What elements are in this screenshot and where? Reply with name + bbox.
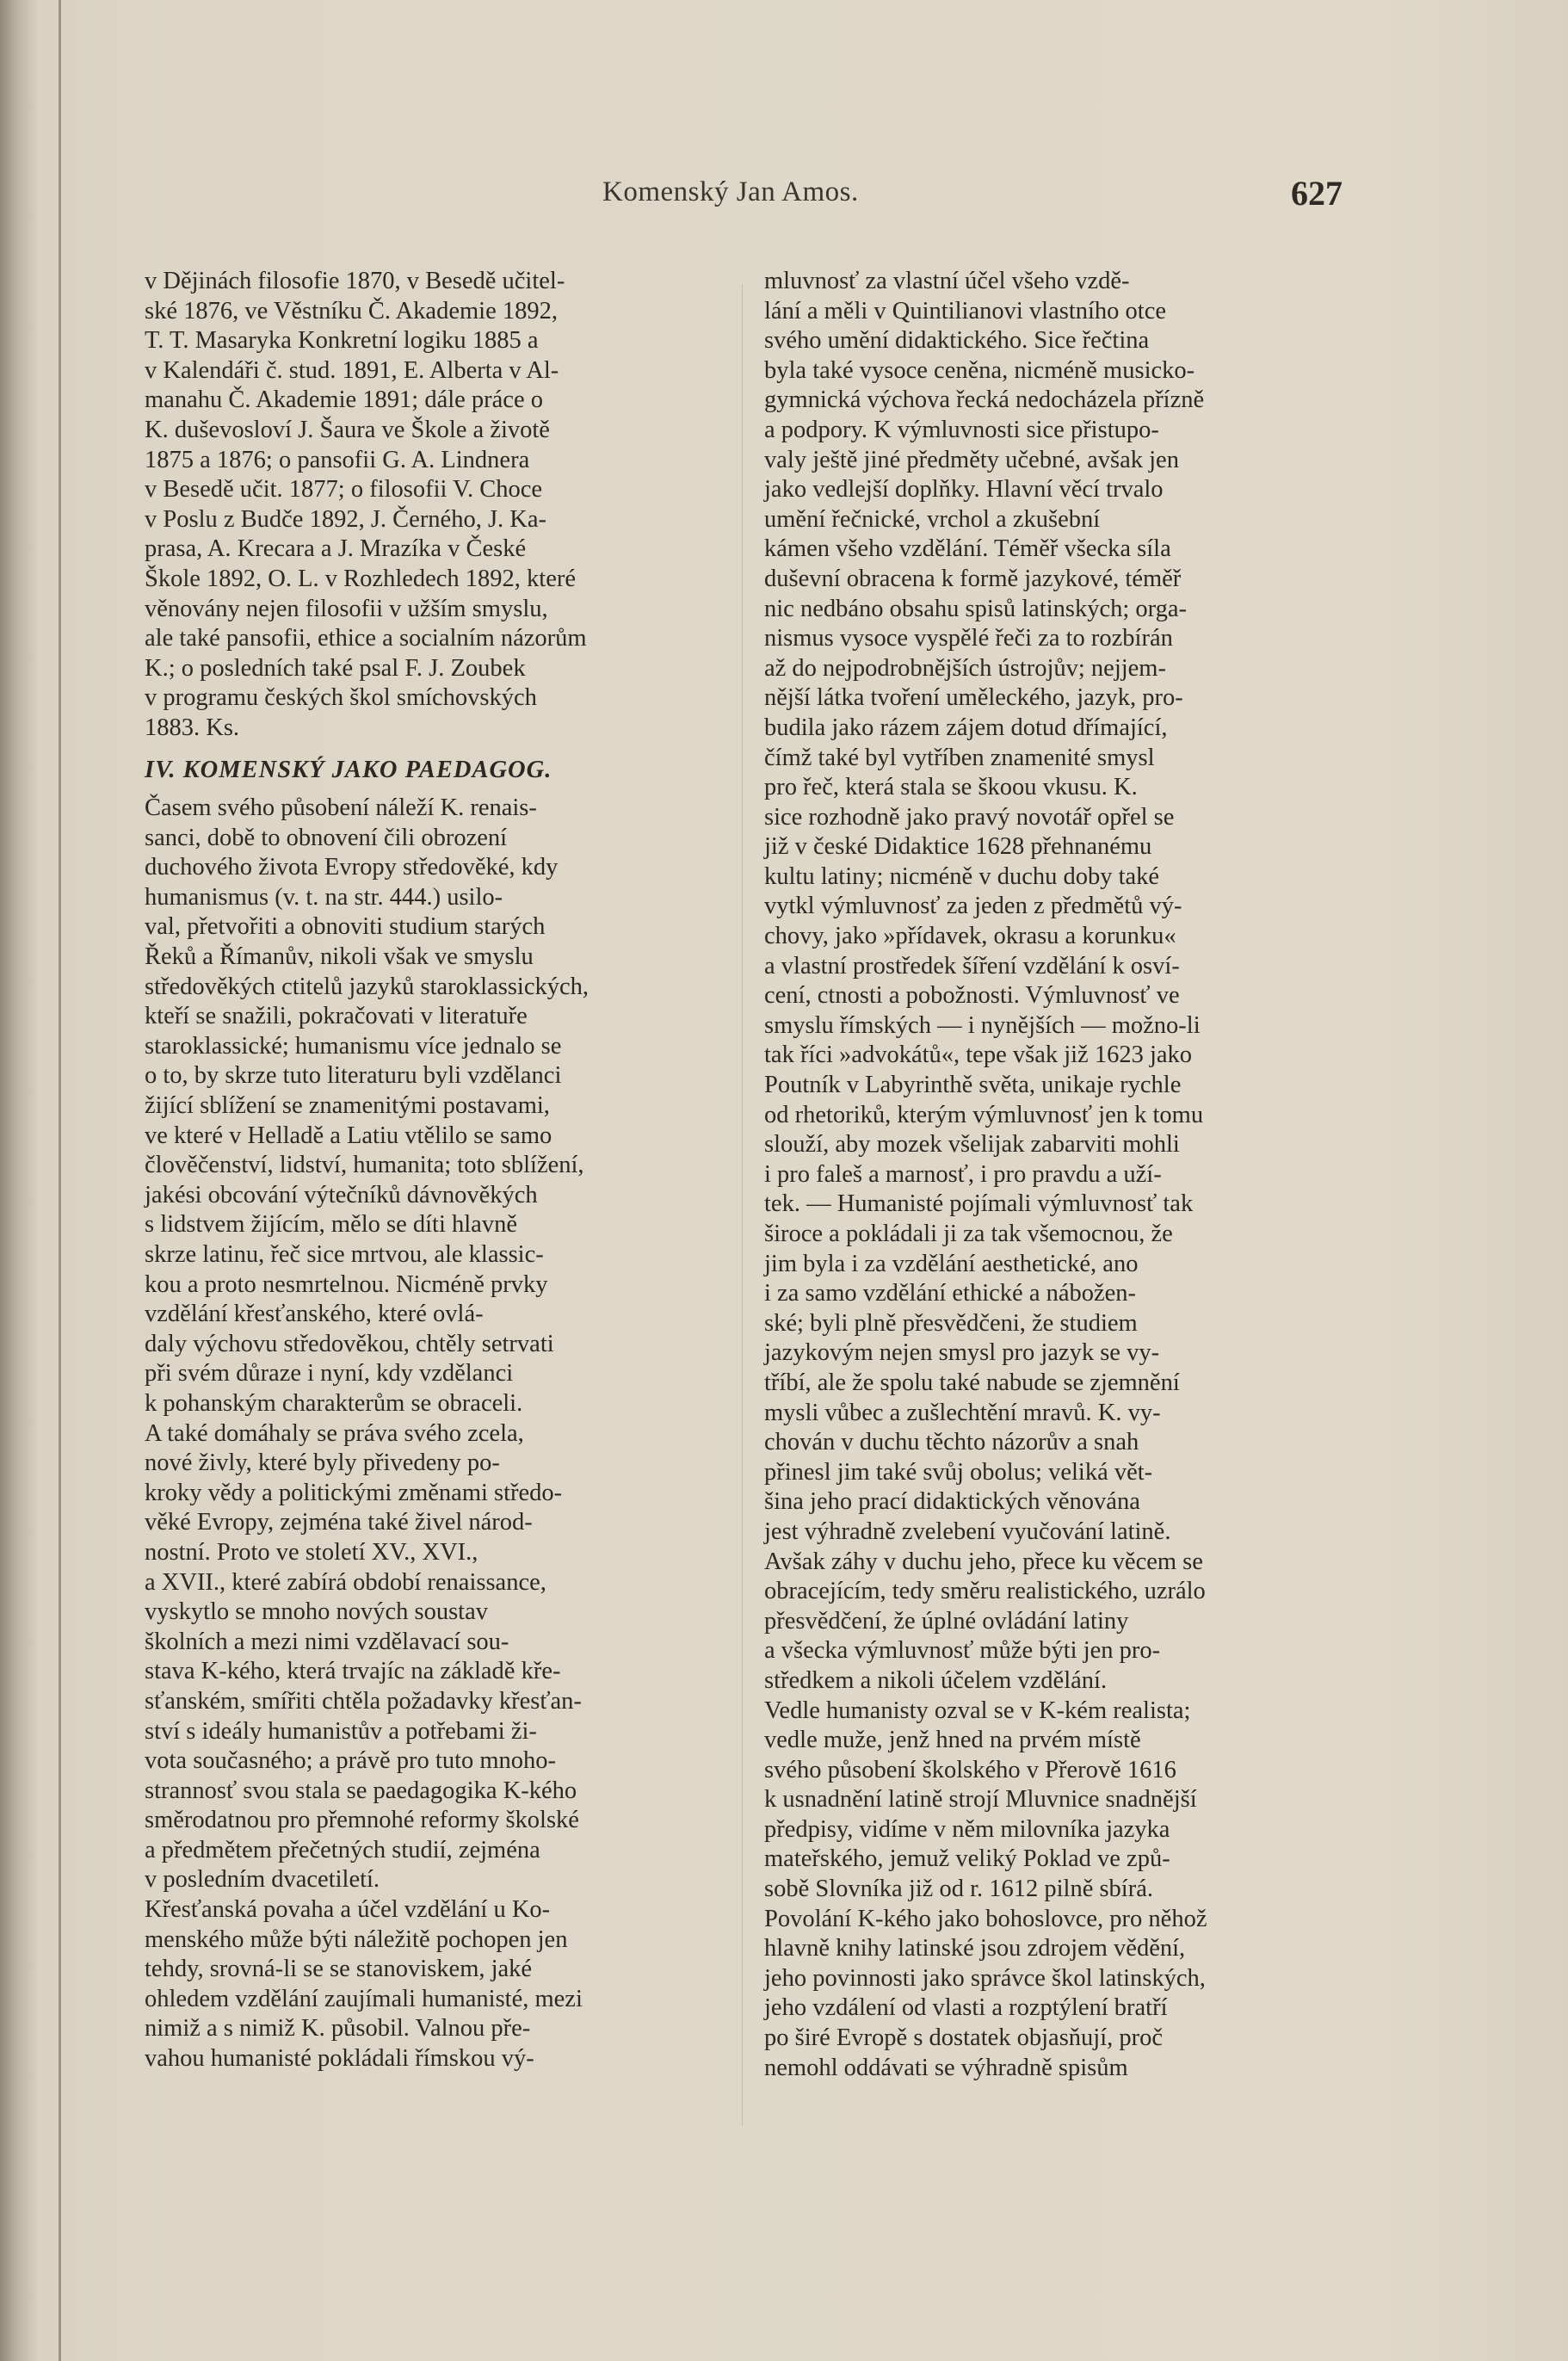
text-line: sťanském, smířiti chtěla požadavky křesťan- (145, 1687, 582, 1715)
text-line: Vedle humanisty ozval se v K-kém realista; (764, 1697, 1191, 1724)
text-line: tehdy, srovná-li se se stanoviskem, jaké (145, 1956, 533, 1983)
text-line: jako vedlejší doplňky. Hlavní věcí trvalo (764, 476, 1164, 504)
text-line: strannosť svou stala se paedagogika K-kého (145, 1777, 577, 1804)
text-line: jazykovým nejen smysl pro jazyk se vy- (764, 1339, 1160, 1367)
text-line: jakési obcování výtečníků dávnověkých (145, 1181, 538, 1208)
text-line: po širé Evropě s dostatek objasňují, proč (764, 2024, 1164, 2052)
text-line: v Poslu z Budče 1892, J. Černého, J. Ka- (145, 505, 547, 533)
text-line: ale také pansofii, ethice a socialním názorům (145, 625, 587, 652)
text-line: jeho povinnosti jako správce škol latinských, (764, 1964, 1206, 1992)
text-line: prasa, A. Krecara a J. Mrazíka v České (145, 535, 527, 563)
text-line: umění řečnické, vrchol a zkušební (764, 505, 1101, 533)
text-line: mateřského, jemuž veliký Poklad ve způ- (764, 1845, 1170, 1873)
right-text-column (764, 267, 1345, 2083)
text-line: k usnadnění latině strojí Mluvnice snadnější (764, 1786, 1197, 1814)
text-line: Poutník v Labyrinthě světa, unikaje rychle (764, 1072, 1182, 1099)
text-line: vyskytlo se mnoho nových soustav (145, 1598, 488, 1626)
text-line: i pro faleš a marnosť, i pro pravdu a uží- (764, 1160, 1162, 1188)
text-line: i za samo vzdělání ethické a nábožen- (764, 1280, 1137, 1307)
text-line: věnovány nejen filosofii v užším smyslu, (145, 595, 548, 622)
text-line: ství s ideály humanistův a potřebami ži- (145, 1717, 537, 1745)
text-line: svého umění didaktického. Sice řečtina (764, 327, 1150, 355)
text-line: přinesl jim také svůj obolus; veliká vět- (764, 1458, 1153, 1486)
text-line: 1875 a 1876; o pansofii G. A. Lindnera (145, 446, 530, 473)
text-line: menského může býti náležitě pochopen jen (145, 1925, 568, 1953)
text-line: slouží, aby mozek všelijak zabarviti mohli (764, 1131, 1180, 1159)
text-line: kroky vědy a politickými změnami středo- (145, 1479, 563, 1506)
page-spine-shadow (59, 0, 61, 2361)
text-line: široce a pokládali ji za tak všemocnou, že (764, 1221, 1173, 1247)
text-line: při svém důraze i nyní, kdy vzdělanci (145, 1360, 514, 1388)
text-line: tak říci »advokátů«, tepe však již 1623 jako (764, 1041, 1193, 1069)
text-line: duchového života Evropy středověké, kdy (145, 854, 559, 881)
text-line: Škole 1892, O. L. v Rozhledech 1892, které (145, 565, 577, 592)
text-line: 1883. Ks. (145, 714, 240, 741)
text-line: a vlastní prostředek šíření vzdělání k osví- (764, 952, 1180, 980)
text-line: až do nejpodrobnějších ústrojův; nejjem- (764, 654, 1166, 682)
text-line: věké Evropy, zejména také živel národ- (145, 1509, 533, 1536)
text-line: v programu českých škol smíchovských (145, 684, 537, 712)
text-line: sice rozhodně jako pravý novotář opřel se (764, 803, 1175, 831)
text-line: valy ještě jiné předměty učebné, avšak jen (764, 446, 1179, 473)
text-line: žijící sblížení se znamenitými postavami, (145, 1092, 550, 1120)
text-line: byla také vysoce ceněna, nicméně musicko- (764, 356, 1195, 384)
text-line: a XVII., které zabírá období renaissance, (145, 1568, 546, 1596)
text-line: nostní. Proto ve století XV., XVI., (145, 1538, 478, 1566)
text-line: kou a proto nesmrtelnou. Nicméně prvky (145, 1270, 548, 1298)
text-line: středkem a nikoli účelem vzdělání. (764, 1666, 1108, 1694)
left-text-column (145, 267, 721, 2074)
text-line: člověčenství, lidství, humanita; toto sblížení, (145, 1152, 584, 1179)
text-line: A také domáhaly se práva svého zcela, (145, 1419, 524, 1447)
text-line: ské 1876, ve Věstníku Č. Akademie 1892, (145, 297, 558, 324)
text-line: cení, ctnosti a pobožnosti. Výmluvnosť ve (764, 982, 1180, 1010)
text-line: směrodatnou pro přemnohé reformy školské (145, 1807, 579, 1834)
text-line: vzdělání křesťanského, které ovlá- (145, 1301, 484, 1328)
text-line: vahou humanisté pokládali římskou vý- (145, 2045, 534, 2073)
text-line: pro řeč, která stala se škoou vkusu. K. (764, 774, 1138, 801)
text-line: svého působení školského v Přerově 1616 (764, 1756, 1176, 1783)
running-header (0, 176, 1568, 219)
text-line: gymnická výchova řecká nedocházela přízně (764, 386, 1205, 414)
text-line: K.; o posledních také psal F. J. Zoubek (145, 654, 526, 682)
text-line: středověkých ctitelů jazyků staroklassických, (145, 973, 590, 1000)
text-line: s lidstvem žijícím, mělo se díti hlavně (145, 1211, 517, 1239)
text-line: kteří se snažili, pokračovati v literatuře (145, 1003, 528, 1030)
text-line: k pohanským charakterům se obraceli. (145, 1389, 523, 1417)
text-line: a podpory. K výmluvnosti sice přistupo- (764, 416, 1159, 443)
text-line: a předmětem přečetných studií, zejména (145, 1836, 540, 1863)
text-line: humanismus (v. t. na str. 444.) usilo- (145, 883, 503, 911)
text-line: hlavně knihy latinské jsou zdrojem vědění, (764, 1935, 1186, 1962)
text-line: přesvědčení, že úplné ovládání latiny (764, 1607, 1129, 1635)
text-line: chován v duchu těchto názorův a snah (764, 1429, 1139, 1456)
text-line: duševní obracena k formě jazykové, téměř (764, 565, 1182, 592)
text-line: obracejícím, tedy směru realistického, uzrálo (764, 1578, 1206, 1605)
text-line: stava K-kého, která trvajíc na základě kře- (145, 1658, 561, 1685)
text-line: v Kalendáři č. stud. 1891, E. Alberta v Al- (145, 356, 559, 384)
text-line: Řeků a Římanův, nikoli však ve smyslu (145, 943, 534, 971)
text-line: lání a měli v Quintilianovi vlastního otce (764, 297, 1166, 324)
text-line: mluvnosť za vlastní účel všeho vzdě- (764, 268, 1130, 294)
text-line: Avšak záhy v duchu jeho, přece ku věcem se (764, 1548, 1203, 1575)
text-line: nější látka tvoření uměleckého, jazyk, pro- (764, 684, 1183, 712)
text-line: smyslu římských — i nynějších — možno-li (764, 1011, 1201, 1039)
text-line: nemohl oddávati se výhradně spisům (764, 2054, 1128, 2081)
text-line: Povolání K-kého jako bohoslovce, pro něhož (764, 1905, 1207, 1932)
text-line: jest výhradně zvelebení vyučování latině. (764, 1517, 1171, 1545)
text-line: skrze latinu, řeč sice mrtvou, ale klassic- (145, 1241, 544, 1268)
text-line: mysli vůbec a zušlechtění mravů. K. vy- (764, 1399, 1161, 1426)
text-line: T. T. Masaryka Konkretní logiku 1885 a (145, 327, 539, 355)
text-line: budila jako rázem zájem dotud dřímající, (764, 714, 1168, 741)
text-line: daly výchovu středověkou, chtěly setrvati (145, 1330, 554, 1357)
text-line: vedle muže, jenž hned na prvém místě (764, 1727, 1141, 1754)
text-line: ve které v Helladě a Latiu vtělilo se samo (145, 1122, 553, 1149)
text-line: val, přetvořiti a obnoviti studium starých (145, 913, 546, 941)
text-line: staroklassické; humanismu více jednalo se (145, 1032, 562, 1060)
text-line: sanci, době to obnovení čili obrození (145, 824, 508, 851)
text-line: Časem svého působení náleží K. renais- (145, 794, 537, 822)
text-line: kultu latiny; nicméně v duchu doby také (764, 862, 1160, 890)
text-line: sobě Slovníka již od r. 1612 pilně sbírá. (764, 1876, 1153, 1903)
text-line: tek. — Humanisté pojímali výmluvnosť tak (764, 1190, 1194, 1218)
text-line: vota současného; a právě pro tuto mnoho- (145, 1747, 557, 1775)
text-line: o to, by skrze tuto literaturu byli vzdělanci (145, 1062, 562, 1090)
text-line: tříbí, ale že spolu také nabude se zjemnění (764, 1369, 1180, 1396)
text-line: ské; byli plně přesvědčeni, že studiem (764, 1309, 1138, 1337)
text-line: nic nedbáno obsahu spisů latinských; orga- (764, 595, 1188, 622)
text-line: již v české Didaktice 1628 přehnanému (764, 833, 1152, 861)
text-line: vytkl výmluvnosť za jeden z předmětů vý- (764, 893, 1182, 920)
text-line: v Besedě učit. 1877; o filosofii V. Choce (145, 476, 543, 504)
text-line: chovy, jako »přídavek, okrasu a korunku« (764, 923, 1176, 950)
text-line: v posledním dvacetiletí. (145, 1866, 380, 1894)
page-number: 627 (1291, 174, 1343, 213)
text-line: jeho vzdálení od vlasti a rozptýlení bratří (764, 1994, 1168, 2022)
text-line: nové živly, které byly přivedeny po- (145, 1449, 500, 1477)
section-heading: IV. KOMENSKÝ JAKO PAEDAGOG. (145, 756, 553, 783)
text-line: šina jeho prací didaktických věnována (764, 1488, 1140, 1516)
text-line: K. duševosloví J. Šaura ve Škole a životě (145, 416, 550, 443)
text-line: nimiž a s nimiž K. působil. Valnou pře- (145, 2015, 531, 2043)
text-line: předpisy, vidíme v něm milovníka jazyka (764, 1815, 1170, 1843)
header-title: Komenský Jan Amos. (602, 176, 859, 207)
text-line: čímž také byl vytříben znamenité smysl (764, 744, 1155, 771)
text-line: nismus vysoce vyspělé řeči za to rozbírán (764, 625, 1173, 652)
text-line: a všecka výmluvnosť může býti jen pro- (764, 1637, 1161, 1665)
text-line: ohledem vzdělání zaujímali humanisté, mezi (145, 1985, 583, 2012)
text-line: školních a mezi nimi vzdělavací sou- (145, 1628, 509, 1655)
column-divider (742, 284, 743, 2126)
text-line: kámen všeho vzdělání. Téměř všecka síla (764, 535, 1171, 563)
text-line: Křesťanská povaha a účel vzdělání u Ko- (145, 1896, 551, 1924)
text-line: v Dějinách filosofie 1870, v Besedě učitel- (145, 268, 565, 294)
text-line: manahu Č. Akademie 1891; dále práce o (145, 386, 543, 414)
text-line: jim byla i za vzdělání aesthetické, ano (764, 1250, 1139, 1277)
text-line: od rhetoriků, kterým výmluvnosť jen k tomu (764, 1101, 1204, 1128)
